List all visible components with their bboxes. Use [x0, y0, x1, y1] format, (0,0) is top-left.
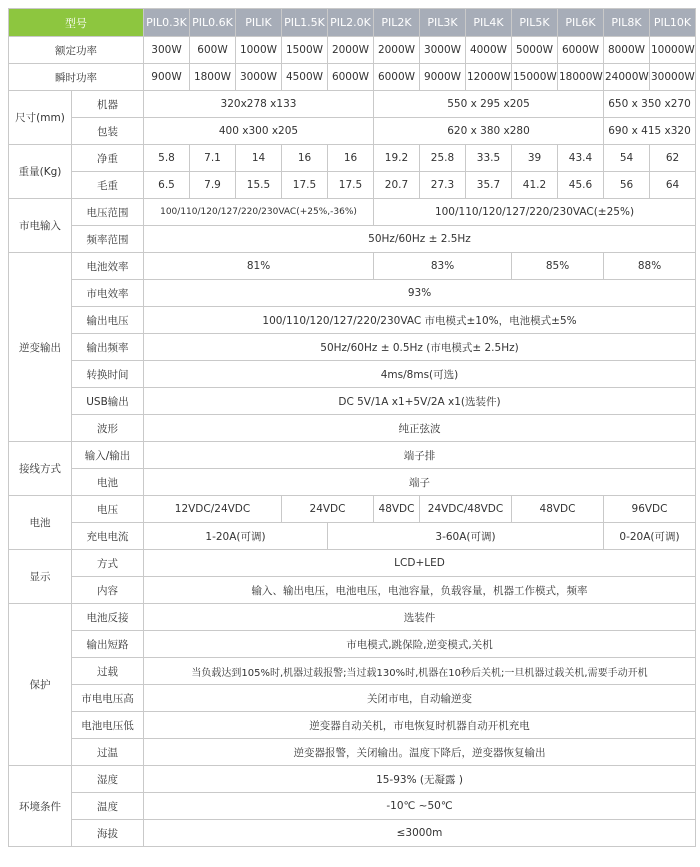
- row-label: 电池电压低: [72, 712, 144, 739]
- group-label: 保护: [9, 604, 72, 766]
- cell: 关闭市电，自动输逆变: [144, 685, 696, 712]
- table-row: [9, 253, 696, 280]
- group-label: 显示: [9, 550, 72, 604]
- cell: LCD+LED: [144, 550, 696, 577]
- row-label: 市电效率: [72, 280, 144, 307]
- cell: 35.7: [466, 172, 512, 199]
- cell: 41.2: [512, 172, 558, 199]
- group-label: 尺寸(mm): [9, 91, 72, 145]
- cell: 逆变器报警，关闭输出。温度下降后，逆变器恢复输出: [144, 739, 696, 766]
- cell: 6.5: [144, 172, 190, 199]
- row-label: 方式: [72, 550, 144, 577]
- cell: 100/110/120/127/220/230VAC(+25%,-36%): [144, 199, 374, 226]
- cell: 18000W: [558, 64, 604, 91]
- cell: 620 x 380 x280: [374, 118, 604, 145]
- cell: 64: [650, 172, 696, 199]
- row-label: 频率范围: [72, 226, 144, 253]
- table-row: [9, 145, 696, 172]
- spec-table: [8, 8, 696, 847]
- model-header: PILIK: [236, 9, 282, 37]
- cell: 8000W: [604, 37, 650, 64]
- table-row: [9, 712, 696, 739]
- cell: 7.9: [190, 172, 236, 199]
- cell: ≤3000m: [144, 820, 696, 847]
- row-label: 过温: [72, 739, 144, 766]
- cell: 3-60A(可调): [328, 523, 604, 550]
- header-row: [9, 9, 696, 37]
- cell: 24VDC/48VDC: [420, 496, 512, 523]
- table-row: [9, 820, 696, 847]
- cell: 6000W: [558, 37, 604, 64]
- table-row: [9, 172, 696, 199]
- table-row: [9, 469, 696, 496]
- cell: 14: [236, 145, 282, 172]
- cell: 400 x300 x205: [144, 118, 374, 145]
- cell: 93%: [144, 280, 696, 307]
- cell: 83%: [374, 253, 512, 280]
- cell: 25.8: [420, 145, 466, 172]
- row-label: 机器: [72, 91, 144, 118]
- row-label: 净重: [72, 145, 144, 172]
- cell: 900W: [144, 64, 190, 91]
- table-row: [9, 766, 696, 793]
- model-header-label: 型号: [9, 9, 144, 37]
- model-header: PIL8K: [604, 9, 650, 37]
- cell: 15000W: [512, 64, 558, 91]
- table-row: [9, 361, 696, 388]
- table-row: [9, 739, 696, 766]
- cell: 纯正弦波: [144, 415, 696, 442]
- model-header: PIL3K: [420, 9, 466, 37]
- cell: 100/110/120/127/220/230VAC(±25%): [374, 199, 696, 226]
- cell: 96VDC: [604, 496, 696, 523]
- row-label: USB输出: [72, 388, 144, 415]
- row-label: 包装: [72, 118, 144, 145]
- row-label: 输出频率: [72, 334, 144, 361]
- group-label: 市电输入: [9, 199, 72, 253]
- cell: 12VDC/24VDC: [144, 496, 282, 523]
- cell: 39: [512, 145, 558, 172]
- cell: 33.5: [466, 145, 512, 172]
- row-label: 额定功率: [9, 37, 144, 64]
- table-row: [9, 550, 696, 577]
- row-label: 海拔: [72, 820, 144, 847]
- model-header: PIL1.5K: [282, 9, 328, 37]
- cell: 2000W: [374, 37, 420, 64]
- cell: 43.4: [558, 145, 604, 172]
- group-label: 环境条件: [9, 766, 72, 847]
- table-row: [9, 631, 696, 658]
- table-row: [9, 199, 696, 226]
- table-row: [9, 685, 696, 712]
- model-header: PIL2K: [374, 9, 420, 37]
- cell: 4000W: [466, 37, 512, 64]
- cell: 62: [650, 145, 696, 172]
- row-label: 输入/输出: [72, 442, 144, 469]
- model-header: PIL0.6K: [190, 9, 236, 37]
- cell: 85%: [512, 253, 604, 280]
- cell: 50Hz/60Hz ± 0.5Hz (市电模式± 2.5Hz): [144, 334, 696, 361]
- model-header: PIL2.0K: [328, 9, 374, 37]
- row-label: 充电电流: [72, 523, 144, 550]
- cell: 15.5: [236, 172, 282, 199]
- row-label: 电压: [72, 496, 144, 523]
- cell: 12000W: [466, 64, 512, 91]
- cell: 5.8: [144, 145, 190, 172]
- cell: 20.7: [374, 172, 420, 199]
- row-label: 市电电压高: [72, 685, 144, 712]
- cell: 48VDC: [374, 496, 420, 523]
- cell: 30000W: [650, 64, 696, 91]
- table-row: [9, 388, 696, 415]
- cell: 1-20A(可调): [144, 523, 328, 550]
- cell: 50Hz/60Hz ± 2.5Hz: [144, 226, 696, 253]
- cell: 7.1: [190, 145, 236, 172]
- table-row: [9, 37, 696, 64]
- cell: 15-93% (无凝露 ): [144, 766, 696, 793]
- cell: -10℃ ~50℃: [144, 793, 696, 820]
- cell: 24VDC: [282, 496, 374, 523]
- cell: 1800W: [190, 64, 236, 91]
- row-label: 波形: [72, 415, 144, 442]
- cell: 650 x 350 x270: [604, 91, 696, 118]
- cell: 3000W: [420, 37, 466, 64]
- row-label: 输出短路: [72, 631, 144, 658]
- cell: 6000W: [328, 64, 374, 91]
- model-header: PIL10K: [650, 9, 696, 37]
- model-header: PIL5K: [512, 9, 558, 37]
- cell: 16: [328, 145, 374, 172]
- cell: DC 5V/1A x1+5V/2A x1(选装件): [144, 388, 696, 415]
- table-row: [9, 334, 696, 361]
- cell: 10000W: [650, 37, 696, 64]
- cell: 45.6: [558, 172, 604, 199]
- table-row: [9, 496, 696, 523]
- cell: 5000W: [512, 37, 558, 64]
- group-label: 电池: [9, 496, 72, 550]
- cell: 27.3: [420, 172, 466, 199]
- cell: 端子: [144, 469, 696, 496]
- row-label: 输出电压: [72, 307, 144, 334]
- table-row: [9, 415, 696, 442]
- row-label: 电池: [72, 469, 144, 496]
- row-label: 温度: [72, 793, 144, 820]
- table-row: [9, 226, 696, 253]
- cell: 2000W: [328, 37, 374, 64]
- cell: 端子排: [144, 442, 696, 469]
- cell: 选装件: [144, 604, 696, 631]
- table-row: [9, 307, 696, 334]
- cell: 100/110/120/127/220/230VAC 市电模式±10%，电池模式±5%: [144, 307, 696, 334]
- row-label: 电池效率: [72, 253, 144, 280]
- table-row: [9, 523, 696, 550]
- cell: 300W: [144, 37, 190, 64]
- cell: 0-20A(可调): [604, 523, 696, 550]
- row-label: 电池反接: [72, 604, 144, 631]
- cell: 输入、输出电压，电池电压，电池容量，负载容量，机器工作模式，频率: [144, 577, 696, 604]
- cell: 9000W: [420, 64, 466, 91]
- cell: 4ms/8ms(可选): [144, 361, 696, 388]
- row-label: 毛重: [72, 172, 144, 199]
- cell: 690 x 415 x320: [604, 118, 696, 145]
- cell: 17.5: [328, 172, 374, 199]
- cell: 600W: [190, 37, 236, 64]
- cell: 17.5: [282, 172, 328, 199]
- table-row: [9, 118, 696, 145]
- row-label: 转换时间: [72, 361, 144, 388]
- table-row: [9, 91, 696, 118]
- cell: 81%: [144, 253, 374, 280]
- cell: 550 x 295 x205: [374, 91, 604, 118]
- table-row: [9, 442, 696, 469]
- table-row: [9, 793, 696, 820]
- cell: 4500W: [282, 64, 328, 91]
- cell: 当负载达到105%时,机器过载报警;当过载130%时,机器在10秒后关机;一旦机器过载关机,需要手动开机: [144, 658, 696, 685]
- cell: 逆变器自动关机，市电恢复时机器自动开机充电: [144, 712, 696, 739]
- table-row: [9, 658, 696, 685]
- group-label: 逆变输出: [9, 253, 72, 442]
- cell: 6000W: [374, 64, 420, 91]
- cell: 88%: [604, 253, 696, 280]
- group-label: 重量(Kg): [9, 145, 72, 199]
- model-header: PIL0.3K: [144, 9, 190, 37]
- cell: 16: [282, 145, 328, 172]
- cell: 1500W: [282, 37, 328, 64]
- group-label: 接线方式: [9, 442, 72, 496]
- cell: 320x278 x133: [144, 91, 374, 118]
- cell: 54: [604, 145, 650, 172]
- table-row: [9, 577, 696, 604]
- row-label: 瞬时功率: [9, 64, 144, 91]
- table-row: [9, 604, 696, 631]
- cell: 市电模式,跳保险,逆变模式,关机: [144, 631, 696, 658]
- model-header: PIL4K: [466, 9, 512, 37]
- row-label: 过载: [72, 658, 144, 685]
- cell: 56: [604, 172, 650, 199]
- row-label: 湿度: [72, 766, 144, 793]
- table-row: [9, 64, 696, 91]
- row-label: 电压范围: [72, 199, 144, 226]
- cell: 3000W: [236, 64, 282, 91]
- model-header: PIL6K: [558, 9, 604, 37]
- cell: 1000W: [236, 37, 282, 64]
- table-row: [9, 280, 696, 307]
- cell: 48VDC: [512, 496, 604, 523]
- cell: 24000W: [604, 64, 650, 91]
- row-label: 内容: [72, 577, 144, 604]
- cell: 19.2: [374, 145, 420, 172]
